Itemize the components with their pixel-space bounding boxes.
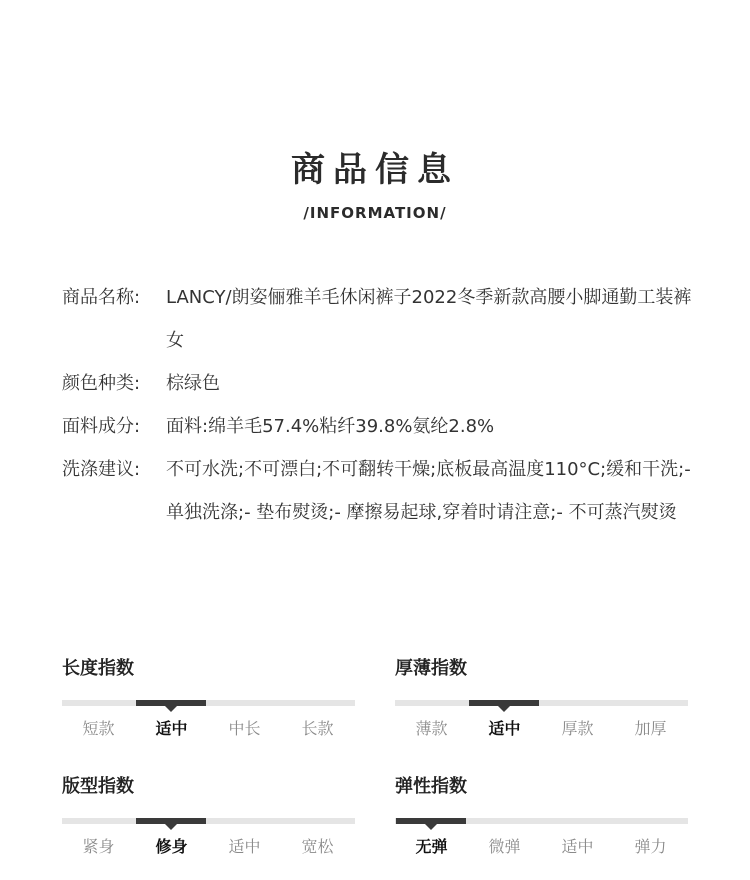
- index-option: 厚款: [561, 719, 594, 738]
- index-option: 长款: [301, 719, 334, 738]
- index-track: [62, 818, 355, 824]
- index-option: 无弹: [415, 837, 448, 856]
- index-option: 适中: [228, 837, 261, 856]
- info-value: LANCY/朗姿俪雅羊毛休闲裤子2022冬季新款高腰小脚通勤工装裤女: [166, 287, 692, 351]
- fit-index: [62, 775, 355, 858]
- index-option: 适中: [561, 837, 594, 856]
- info-row-color: [62, 362, 702, 405]
- index-selected-segment: [136, 818, 206, 824]
- info-value: 不可水洗;不可漂白;不可翻转干燥;底板最高温度110°C;缓和干洗;- 单独洗涤;- 垫布熨烫;- 摩擦易起球,穿着时请注意;- 不可蒸汽熨烫: [166, 459, 691, 523]
- info-label: 商品名称:: [62, 287, 141, 308]
- info-value: 面料:绵羊毛57.4%粘纤39.8%氨纶2.8%: [166, 416, 495, 437]
- index-track: [62, 700, 355, 706]
- index-selected-segment: [396, 818, 466, 824]
- info-label: 颜色种类:: [62, 373, 141, 394]
- index-option: 微弹: [488, 837, 521, 856]
- index-selected-segment: [469, 700, 539, 706]
- info-row-washing: [62, 448, 702, 534]
- pointer-triangle-icon: [165, 824, 177, 830]
- section-subtitle: /INFORMATION/: [303, 204, 447, 222]
- index-option: 修身: [155, 837, 188, 856]
- index-options: [395, 836, 688, 858]
- index-title: 版型指数: [62, 776, 134, 797]
- product-info-list: [62, 276, 702, 534]
- index-option: 弹力: [634, 837, 667, 856]
- info-label: 洗涤建议:: [62, 459, 141, 480]
- index-options: [395, 718, 688, 740]
- elasticity-index: [395, 775, 688, 858]
- index-option: 加厚: [634, 719, 667, 738]
- index-options: [62, 836, 355, 858]
- index-track: [395, 700, 688, 706]
- index-option: 宽松: [301, 837, 334, 856]
- length-index: [62, 657, 355, 740]
- index-title: 长度指数: [62, 658, 134, 679]
- index-option: 短款: [82, 719, 115, 738]
- section-title: 商品信息: [291, 150, 459, 190]
- index-option: 适中: [488, 719, 521, 738]
- info-value: 棕绿色: [166, 373, 220, 394]
- info-row-fabric: [62, 405, 702, 448]
- index-option: 中长: [228, 719, 261, 738]
- index-selected-segment: [136, 700, 206, 706]
- pointer-triangle-icon: [165, 706, 177, 712]
- info-row-product-name: [62, 276, 702, 362]
- index-option: 薄款: [415, 719, 448, 738]
- pointer-triangle-icon: [498, 706, 510, 712]
- index-track: [395, 818, 688, 824]
- index-options: [62, 718, 355, 740]
- index-option: 紧身: [82, 837, 115, 856]
- index-option: 适中: [155, 719, 188, 738]
- index-title: 厚薄指数: [395, 658, 467, 679]
- info-label: 面料成分:: [62, 416, 141, 437]
- index-title: 弹性指数: [395, 776, 467, 797]
- pointer-triangle-icon: [425, 824, 437, 830]
- thickness-index: [395, 657, 688, 740]
